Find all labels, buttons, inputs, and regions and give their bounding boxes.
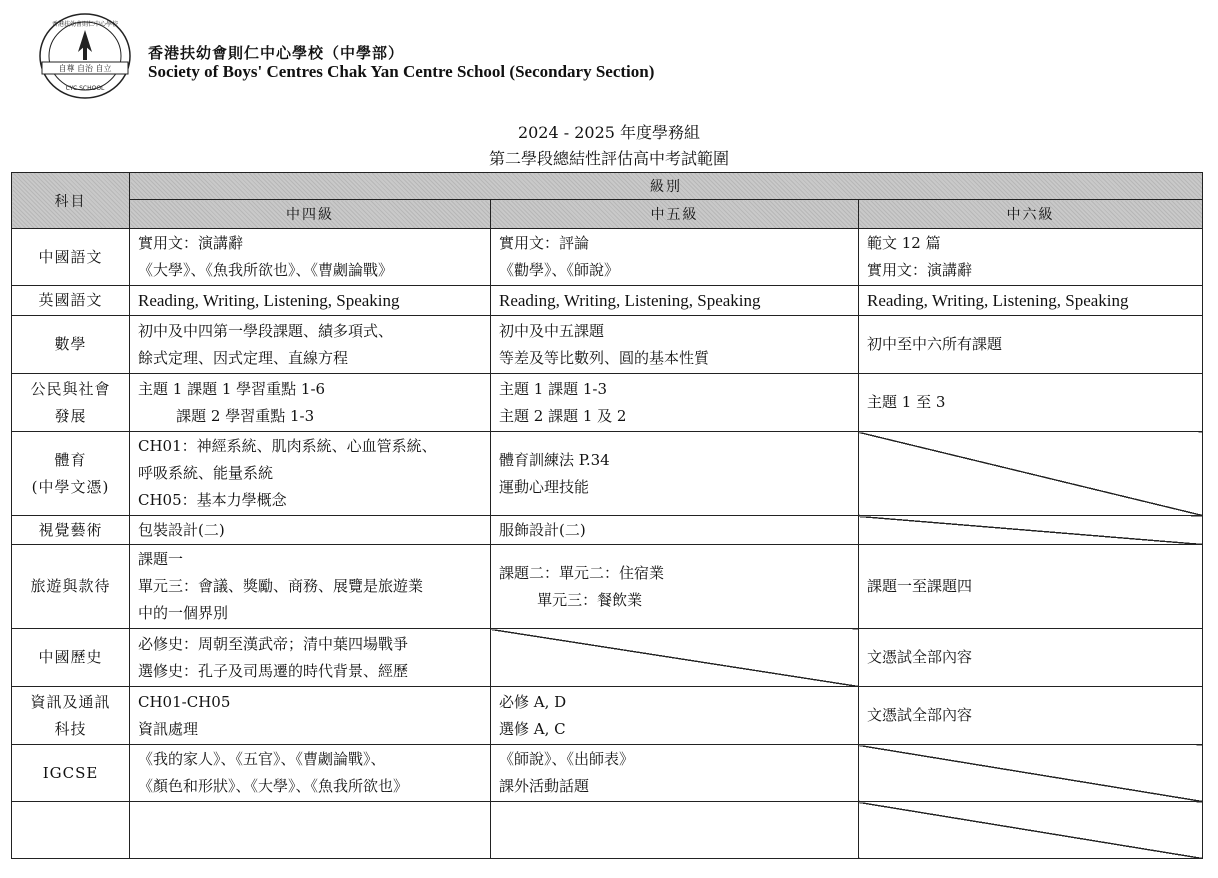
subject-name: IGCSE xyxy=(42,763,99,782)
scope-cell-s5 xyxy=(491,745,859,802)
scope-line: 文憑試全部內容 xyxy=(867,648,973,666)
scope-line: 主題 1 課題 1-3 xyxy=(499,379,608,398)
scope-cell-s4 xyxy=(130,802,491,859)
scope-cell-s6 xyxy=(859,629,1203,687)
table-row xyxy=(12,374,1203,432)
exam-scope-table xyxy=(11,172,1203,859)
scope-cell-s6 xyxy=(859,745,1203,802)
subject-cell xyxy=(12,545,130,629)
subject-cell xyxy=(12,802,130,859)
subject-cell xyxy=(12,374,130,432)
scope-cell-s5 xyxy=(491,432,859,516)
scope-cell-s4 xyxy=(130,286,491,316)
subject-cell xyxy=(12,316,130,374)
scope-line: 實用文：演講辭 xyxy=(138,234,244,252)
scope-line: 初中至中六所有課題 xyxy=(867,335,1003,353)
subject-cell xyxy=(12,286,130,316)
scope-line: 課題一至課題四 xyxy=(867,577,973,595)
scope-cell-s5 xyxy=(491,629,859,687)
scope-line: 實用文：評論 xyxy=(499,234,590,252)
subject-cell xyxy=(12,432,130,516)
table-row xyxy=(12,745,1203,802)
scope-line: 包裝設計(二) xyxy=(138,520,225,539)
scope-cell-s4 xyxy=(130,229,491,286)
scope-line: 《我的家人》、《五官》、《曹劌論戰》、 xyxy=(138,750,386,768)
scope-line: 運動心理技能 xyxy=(499,477,590,496)
scope-line: 主題 2 課題 1 及 2 xyxy=(499,406,627,425)
scope-cell-s4 xyxy=(130,516,491,545)
scope-cell-s5 xyxy=(491,516,859,545)
table-row xyxy=(12,316,1203,374)
scope-cell-s4 xyxy=(130,745,491,802)
school-name-english: Society of Boys' Centres Chak Yan Centre School (Secondary Section) xyxy=(148,62,655,81)
subject-name: 中國語文 xyxy=(38,247,103,266)
table-row xyxy=(12,687,1203,745)
subject-cell xyxy=(12,687,130,745)
subject-name: 科技 xyxy=(54,719,87,738)
scope-cell-s6 xyxy=(859,286,1203,316)
scope-cell-s5 xyxy=(491,687,859,745)
scope-cell-s6 xyxy=(859,432,1203,516)
scope-line: 課外活動話題 xyxy=(499,777,590,795)
scope-line: 實用文：演講辭 xyxy=(867,261,973,279)
scope-line: CH01：神經系統、肌肉系統、心血管系統、 xyxy=(138,437,437,455)
scope-line: 初中及中四第一學段課題、績多項式、 xyxy=(138,321,394,340)
header-level-s6: 中六級 xyxy=(859,200,1203,229)
scope-cell-s5 xyxy=(491,545,859,629)
scope-cell-s6 xyxy=(859,802,1203,859)
scope-line: 範文 12 篇 xyxy=(867,234,941,252)
scope-cell-s6 xyxy=(859,687,1203,745)
scope-line: 課題二：單元二：住宿業 xyxy=(499,563,665,582)
subject-name: 中國歷史 xyxy=(38,648,103,666)
scope-cell-s4 xyxy=(130,316,491,374)
scope-line: 《勸學》、《師說》 xyxy=(499,261,620,279)
scope-line: 文憑試全部內容 xyxy=(867,706,973,724)
subject-name: 視覺藝術 xyxy=(38,520,103,539)
header-subject: 科目 xyxy=(12,173,130,229)
scope-line: 資訊處理 xyxy=(138,719,199,738)
header-level-s5: 中五級 xyxy=(491,200,859,229)
table-row xyxy=(12,545,1203,629)
document-subtitle: 第二學段總結性評估高中考試範圍 xyxy=(488,149,729,168)
svg-text:CYC SCHOOL: CYC SCHOOL xyxy=(65,85,105,92)
table-row xyxy=(12,229,1203,286)
scope-line: 課題 2 學習重點 1-3 xyxy=(138,406,315,425)
scope-line: 選修 A, C xyxy=(499,719,566,738)
scope-line: 主題 1 至 3 xyxy=(867,393,946,411)
scope-cell-s5 xyxy=(491,286,859,316)
scope-cell-s4 xyxy=(130,432,491,516)
scope-cell-s6 xyxy=(859,316,1203,374)
scope-line: Reading, Writing, Listening, Speaking xyxy=(867,291,1129,310)
subject-cell xyxy=(12,745,130,802)
subject-name: 英國語文 xyxy=(38,291,103,309)
scope-cell-s6 xyxy=(859,516,1203,545)
subject-name: 資訊及通訊 xyxy=(30,692,111,711)
table-row xyxy=(12,432,1203,516)
scope-line: CH01-CH05 xyxy=(138,692,231,711)
scope-line: 單元三：餐飲業 xyxy=(499,590,643,609)
scope-line: 初中及中五課題 xyxy=(499,321,605,340)
scope-line: 單元三：會議、獎勵、商務、展覽是旅遊業 xyxy=(138,577,424,595)
subject-name: 發展 xyxy=(54,406,87,425)
scope-line: Reading, Writing, Listening, Speaking xyxy=(138,291,400,310)
table-row xyxy=(12,629,1203,687)
scope-line: 《顏色和形狀》、《大學》、《魚我所欲也》 xyxy=(138,777,409,795)
subject-name: 旅遊與款待 xyxy=(30,577,111,595)
scope-cell-s6 xyxy=(859,374,1203,432)
scope-line: 主題 1 課題 1 學習重點 1-6 xyxy=(138,379,326,398)
scope-line: 必修史：周朝至漢武帝；清中葉四場戰爭 xyxy=(138,634,409,653)
scope-cell-s5 xyxy=(491,316,859,374)
table-row xyxy=(12,802,1203,859)
scope-line: 必修 A, D xyxy=(499,692,567,711)
subject-name: 公民與社會 xyxy=(30,379,111,398)
scope-line: 服飾設計(二) xyxy=(499,520,586,539)
scope-cell-s4 xyxy=(130,629,491,687)
scope-cell-s4 xyxy=(130,545,491,629)
scope-line: 《大學》、《魚我所欲也》、《曹劌論戰》 xyxy=(138,261,394,279)
scope-cell-s5 xyxy=(491,802,859,859)
header-level-s4: 中四級 xyxy=(130,200,491,229)
subject-name: (中學文憑) xyxy=(31,477,110,496)
school-name-chinese: 香港扶幼會則仁中心學校（中學部） xyxy=(148,44,405,62)
scope-cell-s5 xyxy=(491,374,859,432)
subject-cell xyxy=(12,629,130,687)
subject-cell xyxy=(12,229,130,286)
svg-text:香港扶幼會則仁中心學校: 香港扶幼會則仁中心學校 xyxy=(51,21,119,28)
scope-cell-s5 xyxy=(491,229,859,286)
subject-cell xyxy=(12,516,130,545)
scope-line: 中的一個界別 xyxy=(138,604,229,622)
scope-line: 《師說》、《出師表》 xyxy=(499,750,635,768)
document-title: 2024 - 2025 年度學務組 xyxy=(517,123,701,142)
svg-text:自尊 自治 自立: 自尊 自治 自立 xyxy=(58,64,112,73)
table-row xyxy=(12,286,1203,316)
scope-line: 等差及等比數列、圓的基本性質 xyxy=(499,348,710,367)
scope-line: 課題一 xyxy=(138,550,184,568)
scope-cell-s4 xyxy=(130,374,491,432)
table-row xyxy=(12,516,1203,545)
scope-line: 呼吸系統、能量系統 xyxy=(138,464,274,482)
scope-line: 選修史：孔子及司馬遷的時代背景、經歷 xyxy=(138,661,409,680)
school-logo xyxy=(38,12,132,100)
scope-cell-s4 xyxy=(130,687,491,745)
scope-line: Reading, Writing, Listening, Speaking xyxy=(499,291,761,310)
scope-line: CH05：基本力學概念 xyxy=(138,491,287,509)
scope-cell-s6 xyxy=(859,545,1203,629)
header-level: 級別 xyxy=(130,173,1203,200)
subject-name: 數學 xyxy=(54,335,87,353)
scope-line: 體育訓練法 P.34 xyxy=(499,450,610,469)
scope-line: 餘式定理、因式定理、直線方程 xyxy=(138,348,349,367)
subject-name: 體育 xyxy=(54,450,87,469)
scope-cell-s6 xyxy=(859,229,1203,286)
